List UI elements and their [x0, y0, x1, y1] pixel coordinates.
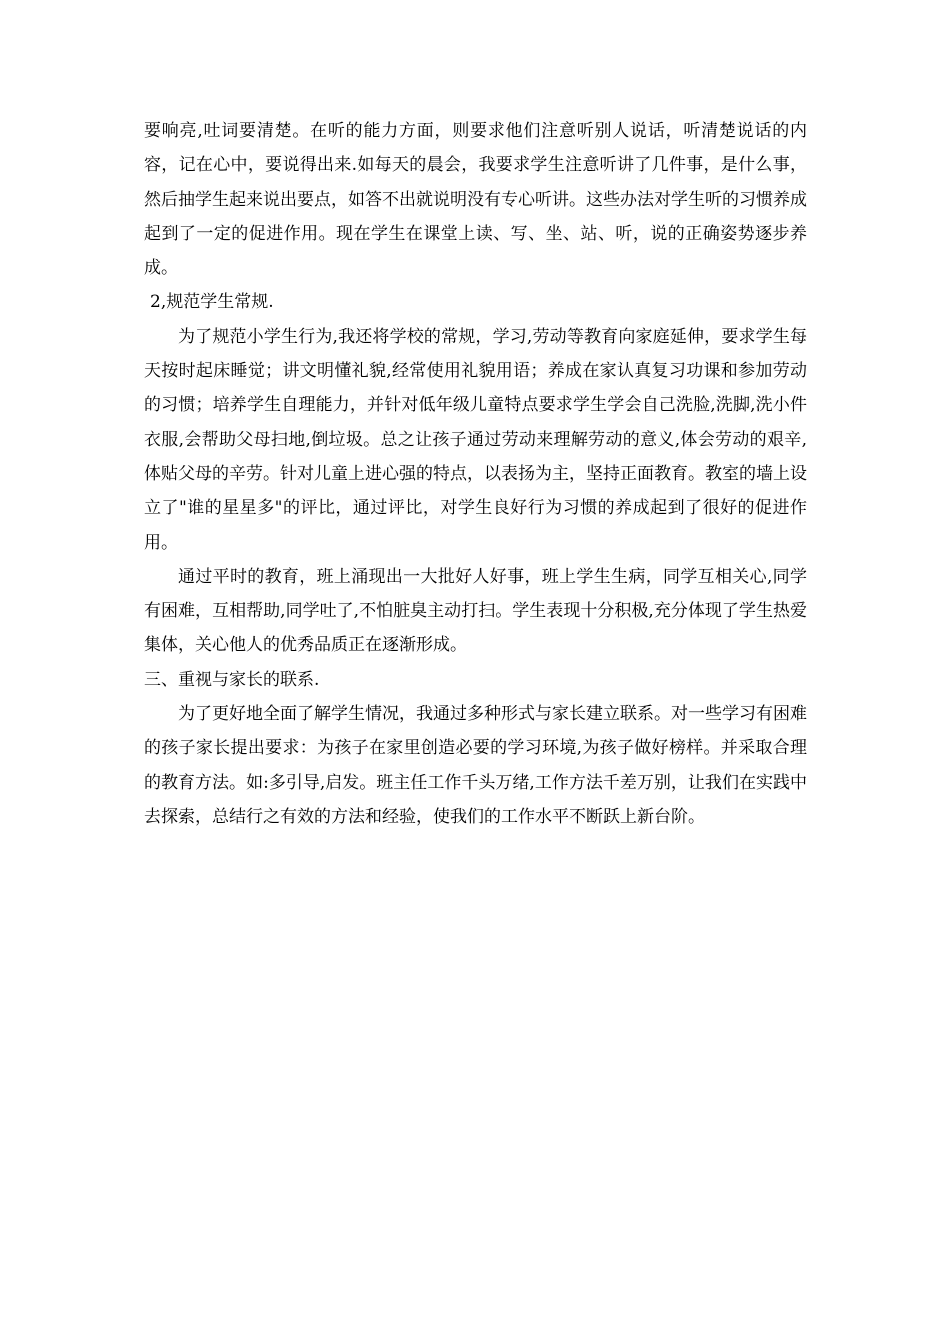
- paragraph-listening-habits: 要响亮,吐词要清楚。在听的能力方面，则要求他们注意听别人说话，听清楚说话的内容，记在心中，要说得出来.如每天的晨会，我要求学生注意听讲了几件事，是什么事，然后抽学生起来说出要点，如答不出就说明没有专心听讲。这些办法对学生听的习惯养成起到了一定的促进作用。现在学生在课堂上读、写、坐、站、听，说的正确姿势逐步养成。: [144, 121, 807, 279]
- paragraph-parent-communication: 为了更好地全面了解学生情况，我通过多种形式与家长建立联系。对一些学习有困难的孩子家长提出要求：为孩子在家里创造必要的学习环境,为孩子做好榜样。并采取合理的教育方法。如:多引导,启发。班主任工作千头万绪,工作方法千差万别，让我们在实践中去探索，总结行之有效的方法和经验，使我们的工作水平不断跃上新台阶。: [144, 704, 807, 827]
- section-heading-student-rules: 2,规范学生常规.: [150, 292, 274, 313]
- document-body: [144, 114, 807, 834]
- section-heading-parent-contact: 三、重视与家长的联系.: [144, 669, 320, 690]
- paragraph-regulating-behavior: 为了规范小学生行为,我还将学校的常规，学习,劳动等教育向家庭延伸，要求学生每天按时起床睡觉；讲文明懂礼貌,经常使用礼貌用语；养成在家认真复习功课和参加劳动的习惯；培养学生自理能力，并针对低年级儿童特点要求学生学会自己洗脸,洗脚,洗小件衣服,会帮助父母扫地,倒垃圾。总之让孩子通过劳动来理解劳动的意义,体会劳动的艰辛,体贴父母的辛劳。针对儿童上进心强的特点，以表扬为主，坚持正面教育。教室的墙上设立了"谁的星星多"的评比，通过评比，对学生良好行为习惯的养成起到了很好的促进作用。: [144, 326, 807, 553]
- paragraph-good-deeds: 通过平时的教育，班上涌现出一大批好人好事，班上学生生病，同学互相关心,同学有困难，互相帮助,同学吐了,不怕脏臭主动打扫。学生表现十分积极,充分体现了学生热爱集体，关心他人的优秀品质正在逐渐形成。: [144, 566, 807, 656]
